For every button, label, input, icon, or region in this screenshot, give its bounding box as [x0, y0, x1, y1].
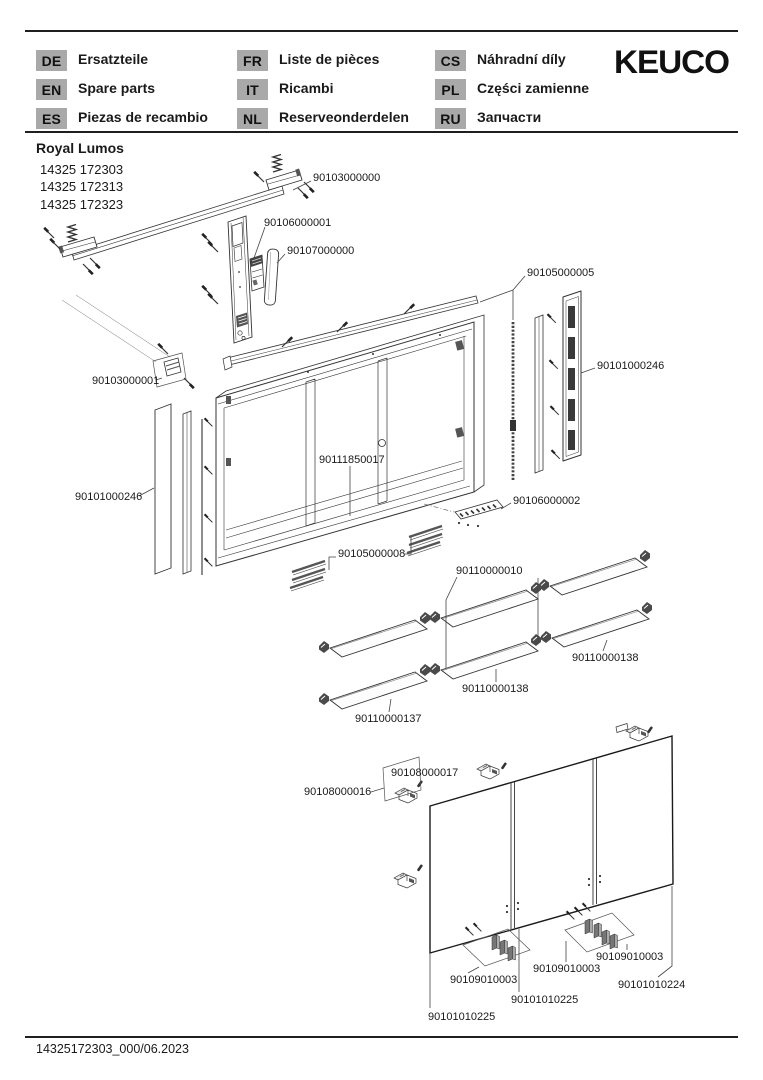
part-label-90109010003-center: 90109010003 — [533, 963, 601, 975]
part-label-90101000246-right: 90101000246 — [597, 360, 665, 372]
shelf-mid-right — [541, 602, 652, 647]
shelf-mid-left — [319, 612, 430, 657]
part-label-90108000017: 90108000017 — [391, 767, 459, 779]
part-label-90106000002: 90106000002 — [513, 495, 581, 507]
footer-rule — [25, 1036, 738, 1038]
shelf-top-right — [539, 550, 650, 595]
part-label-90109010003-right: 90109010003 — [596, 951, 664, 963]
spring-coil-left — [68, 225, 76, 243]
spring-coil-right — [273, 155, 281, 173]
lang-label-de: Ersatzteile — [78, 51, 149, 67]
part-label-90105000005: 90105000005 — [527, 267, 595, 279]
lang-label-fr: Liste de pièces — [279, 51, 380, 67]
right-side-panel-group — [510, 291, 581, 480]
document-code: 14325172303_000/06.2023 — [36, 1042, 189, 1056]
part-label-90103000000: 90103000000 — [313, 172, 381, 184]
model-number-3: 14325 172323 — [40, 197, 124, 212]
hinge-left-lower — [394, 873, 416, 888]
part-label-90108000016: 90108000016 — [304, 786, 372, 798]
part-label-90110000138-center: 90110000138 — [462, 683, 529, 695]
model-number-1: 14325 172303 — [40, 162, 124, 177]
keuco-logo: KEUCO — [614, 44, 729, 80]
lang-label-en: Spare parts — [78, 80, 156, 96]
part-label-90111850017: 90111850017 — [319, 454, 385, 466]
model-number-2: 14325 172313 — [40, 179, 124, 194]
part-label-90110000138-right: 90110000138 — [572, 652, 639, 664]
lang-label-it: Ricambi — [279, 80, 334, 96]
hinge-top-right — [626, 726, 648, 741]
lang-code-en: EN — [36, 79, 67, 100]
terminal-strip — [424, 500, 503, 527]
lang-label-es: Piezas de recambio — [78, 109, 208, 125]
part-label-90105000008: 90105000008 — [338, 548, 406, 560]
part-label-90110000137: 90110000137 — [355, 713, 422, 725]
part-label-90101000246-left: 90101000246 — [75, 491, 143, 503]
part-label-90101010224: 90101010224 — [618, 979, 686, 991]
part-label-90103000001: 90103000001 — [92, 375, 160, 387]
left-side-panel-group — [155, 404, 212, 575]
lang-label-nl: Reserveonderdelen — [279, 109, 409, 125]
shelf-bottom-left — [319, 664, 430, 709]
lang-code-de: DE — [36, 50, 67, 71]
lang-label-pl: Części zamienne — [477, 80, 590, 96]
control-strip — [202, 216, 252, 343]
lang-code-pl: PL — [435, 79, 466, 100]
hinge-top-center — [477, 764, 499, 779]
part-label-90107000000: 90107000000 — [287, 245, 355, 257]
part-label-90106000001: 90106000001 — [264, 217, 332, 229]
part-label-90101010225-center: 90101010225 — [511, 994, 579, 1006]
shelf-center-top — [430, 582, 541, 627]
lang-code-fr: FR — [237, 50, 268, 71]
part-label-90101010225-left: 90101010225 — [428, 1011, 496, 1023]
part-label-90109010003-left: 90109010003 — [450, 974, 518, 986]
product-name: Royal Lumos — [36, 140, 124, 156]
lang-code-es: ES — [36, 108, 67, 129]
switch-part — [250, 255, 264, 291]
shelf-center-bottom — [430, 634, 541, 679]
hinge-labeled — [395, 788, 417, 803]
lang-code-it: IT — [237, 79, 268, 100]
lang-label-cs: Náhradní díly — [477, 51, 566, 67]
lang-code-ru: RU — [435, 108, 466, 129]
part-label-90110000010: 90110000010 — [456, 565, 523, 577]
mirror-doors — [430, 736, 673, 953]
lang-code-cs: CS — [435, 50, 466, 71]
switch-cover — [264, 249, 279, 306]
lang-label-ru: Запчасти — [477, 109, 542, 125]
lang-code-nl: NL — [237, 108, 268, 129]
